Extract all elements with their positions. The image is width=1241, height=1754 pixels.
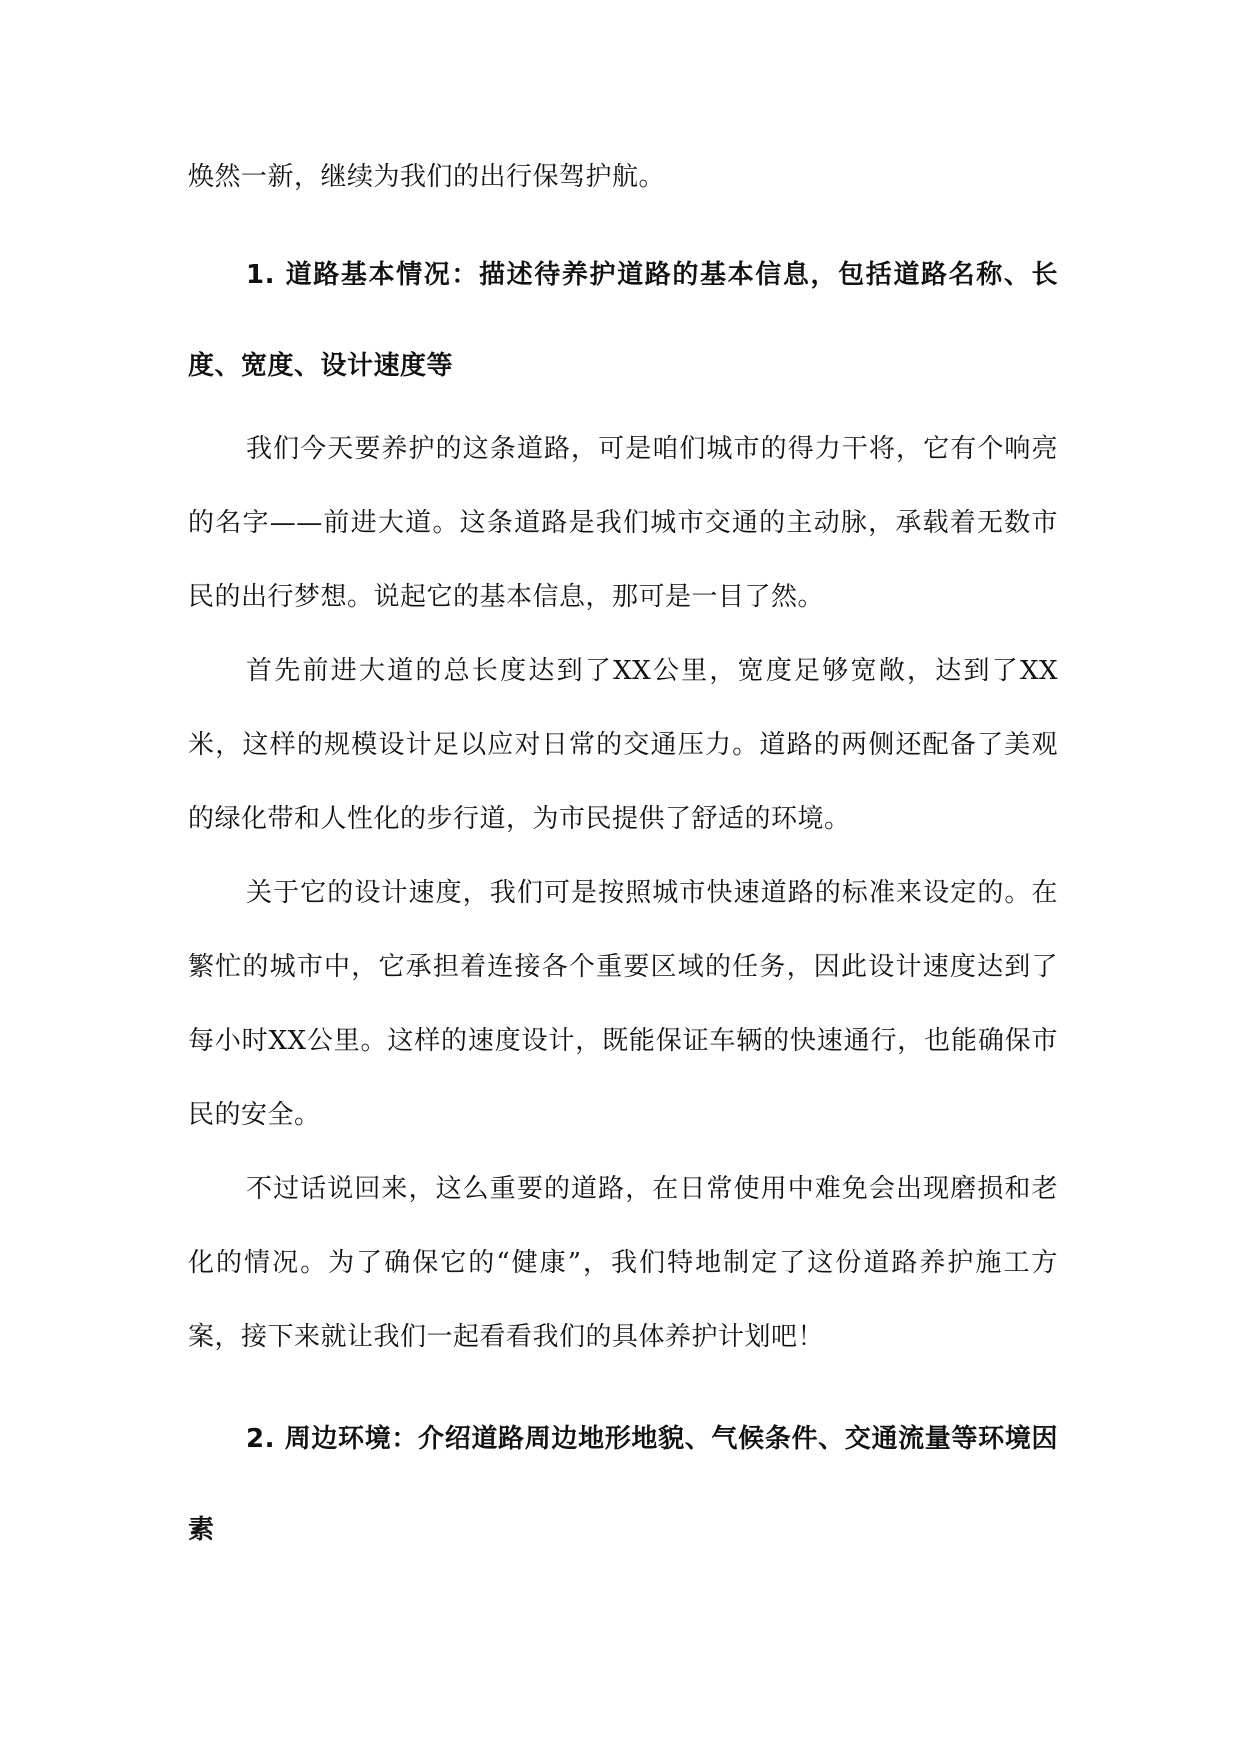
section-1-heading: 1. 道路基本情况：描述待养护道路的基本信息，包括道路名称、长度、宽度、设计速度等	[188, 260, 1058, 381]
section-1-paragraph-2: 首先前进大道的总长度达到了XX公里，宽度足够宽敞，达到了XX米，这样的规模设计足以应对日常的交通压力。道路的两侧还配备了美观的绿化带和人性化的步行道，为市民提供了舒适的环境。	[188, 656, 1058, 834]
document-body	[188, 140, 1058, 1576]
section-2-heading: 2. 周边环境：介绍道路周边地形地貌、气候条件、交通流量等环境因素	[188, 1424, 1058, 1545]
intro-continuation-paragraph: 焕然一新，继续为我们的出行保驾护航。	[188, 162, 666, 192]
section-1-paragraph-1: 我们今天要养护的这条道路，可是咱们城市的得力干将，它有个响亮的名字——前进大道。这条道路是我们城市交通的主动脉，承载着无数市民的出行梦想。说起它的基本信息，那可是一目了然。	[188, 434, 1058, 612]
section-1-paragraph-4: 不过话说回来，这么重要的道路，在日常使用中难免会出现磨损和老化的情况。为了确保它的“健康”，我们特地制定了这份道路养护施工方案，接下来就让我们一起看看我们的具体养护计划吧！	[188, 1174, 1058, 1352]
section-1-paragraph-3: 关于它的设计速度，我们可是按照城市快速道路的标准来设定的。在繁忙的城市中，它承担着连接各个重要区域的任务，因此设计速度达到了每小时XX公里。这样的速度设计，既能保证车辆的快速通行，也能确保市民的安全。	[188, 878, 1058, 1130]
